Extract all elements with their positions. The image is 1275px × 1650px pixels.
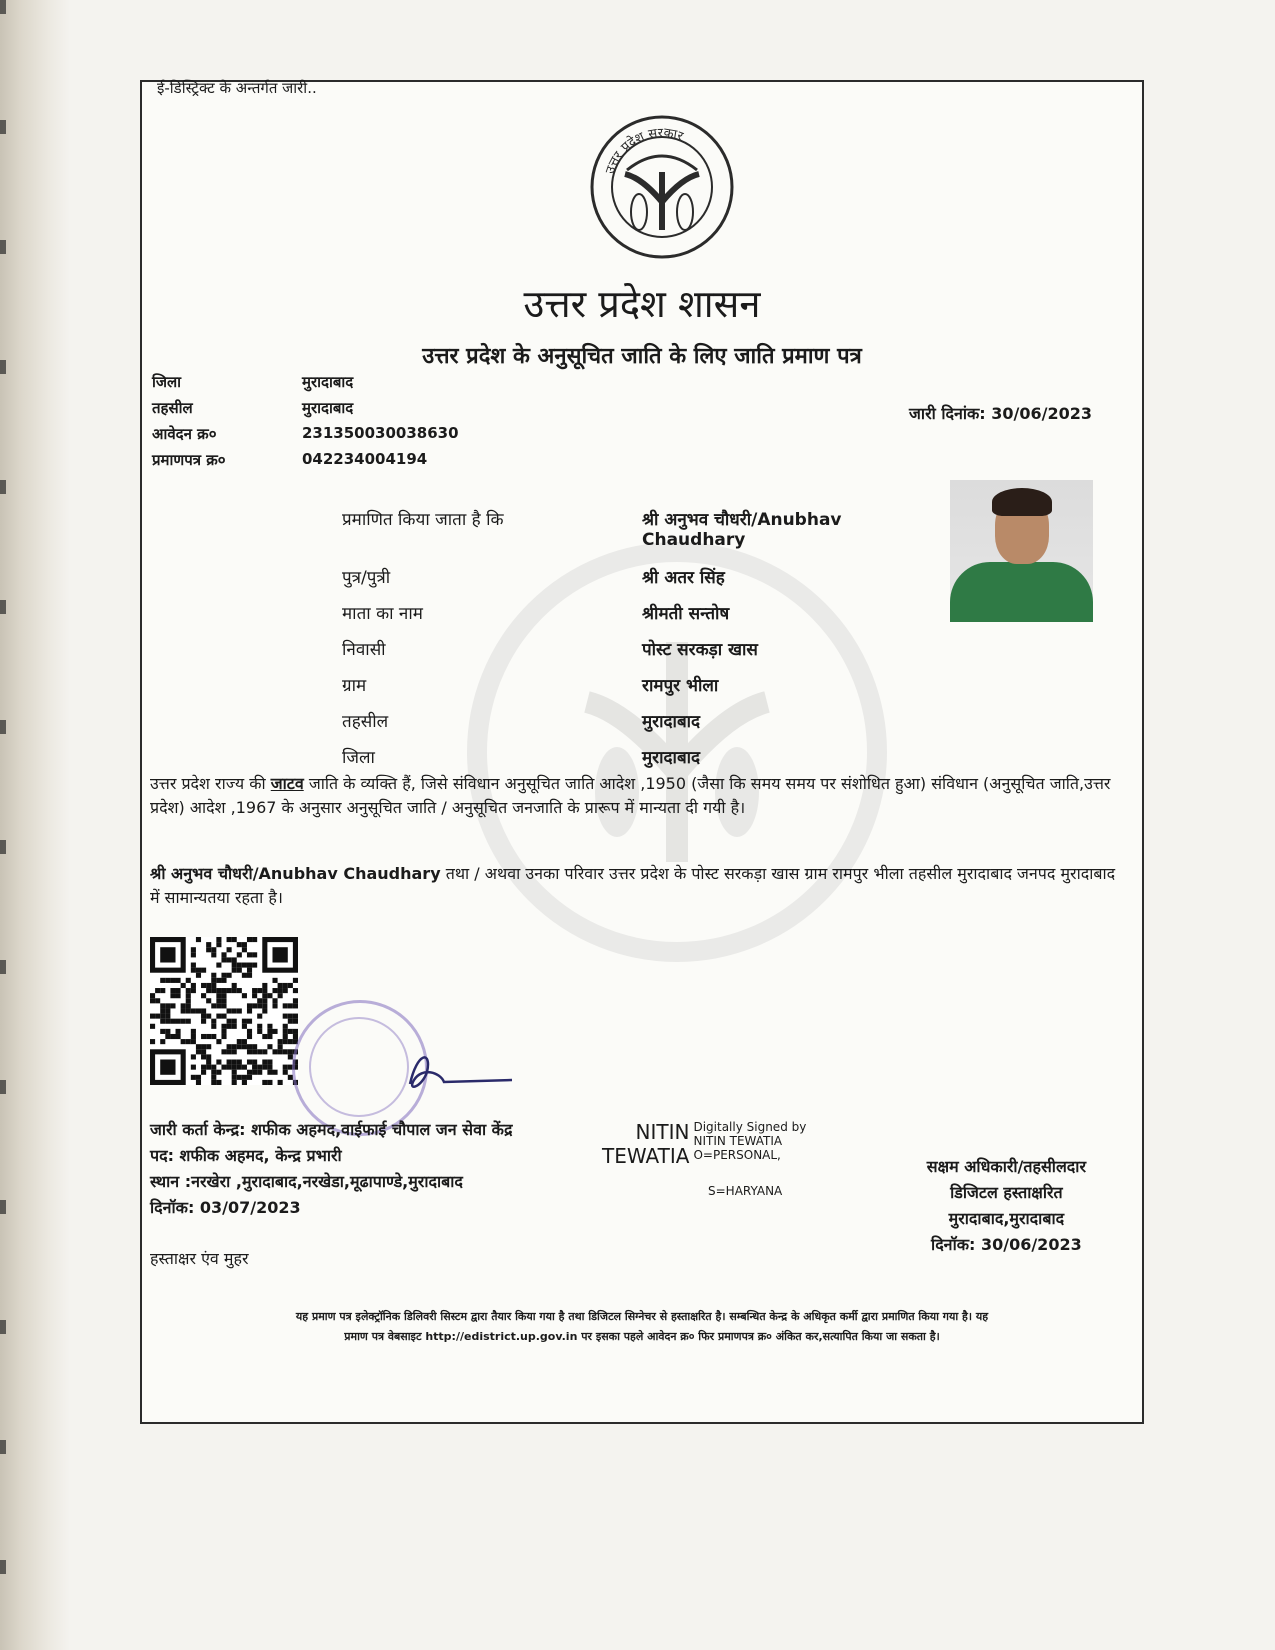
detail-label: ग्राम — [342, 676, 367, 696]
residence-statement-name: श्री अनुभव चौधरी/Anubhav Chaudhary — [150, 864, 441, 883]
certificate-meta — [152, 372, 562, 476]
tehsil-value: मुरादाबाद — [302, 399, 354, 417]
footer-line: प्रमाण पत्र वेबसाइट http://edistrict.up.gov.in पर इसका पहले आवेदन क्र० फिर प्रमाणपत्र क्र० अंकित कर,सत्यापित किया जा सकता है। — [344, 1330, 940, 1343]
application-label: आवेदन क्र० — [152, 425, 217, 443]
digital-signature-block — [602, 1120, 806, 1168]
certificate-number: 042234004194 — [302, 450, 428, 468]
certificate-sheet — [140, 80, 1144, 1424]
detail-label: पुत्र/पुत्री — [342, 568, 391, 588]
detail-row — [342, 507, 902, 565]
issuer-post: पद: शफीक अहमद, केन्द्र प्रभारी — [150, 1146, 342, 1165]
tehsil-label: तहसील — [152, 399, 193, 417]
photo-hair — [992, 488, 1052, 516]
detail-label: तहसील — [342, 712, 389, 732]
residence-statement — [150, 862, 1125, 910]
officer-place: मुरादाबाद,मुरादाबाद — [948, 1209, 1065, 1228]
handwritten-signature — [392, 1042, 522, 1102]
scan-shadow-edge — [0, 0, 70, 1650]
certificate-label: प्रमाणपत्र क्र० — [152, 451, 226, 469]
applicant-name: श्री अनुभव चौधरी/Anubhav Chaudhary — [642, 510, 842, 550]
meta-row-district — [152, 372, 562, 398]
competent-officer-block — [927, 1154, 1086, 1258]
document-title: उत्तर प्रदेश शासन — [523, 282, 761, 326]
up-government-emblem — [587, 112, 737, 262]
document-subtitle: उत्तर प्रदेश के अनुसूचित जाति के लिए जाति प्रमाण पत्र — [422, 344, 862, 369]
issuing-center-info — [150, 1117, 512, 1221]
detail-label: निवासी — [342, 640, 386, 660]
detail-row — [342, 673, 902, 709]
svg-text:उत्तर प्रदेश सरकार: उत्तर प्रदेश सरकार — [603, 125, 686, 176]
district-value: मुरादाबाद — [302, 373, 354, 391]
sign-and-seal-label: हस्ताक्षर एंव मुहर — [150, 1249, 249, 1268]
tehsil-detail: मुरादाबाद — [642, 712, 701, 732]
issue-date-label: जारी दिनांक: — [909, 404, 986, 423]
mother-name: श्रीमती सन्तोष — [642, 604, 730, 624]
issued-under-note: ई-डिस्ट्रिक्ट के अन्तर्गत जारी.. — [157, 79, 317, 97]
caste-name: जाटव — [270, 774, 304, 793]
issuing-center: जारी कर्ता केन्द्र: शफीक अहमद,वाईफाई चौपाल जन सेवा केंद्र — [150, 1120, 513, 1139]
verification-qr-code — [150, 937, 298, 1085]
village: रामपुर भीला — [642, 676, 719, 696]
detail-label: माता का नाम — [342, 604, 423, 624]
signature-detail-line: O=PERSONAL, — [693, 1148, 781, 1162]
detail-label: जिला — [342, 748, 375, 768]
signature-state: S=HARYANA — [708, 1184, 783, 1198]
issue-date-value: 30/06/2023 — [991, 404, 1092, 423]
issue-date — [909, 402, 1092, 424]
signature-detail-line: Digitally Signed by — [693, 1120, 807, 1134]
signer-name-line1: NITIN — [635, 1120, 690, 1144]
applicant-details — [342, 507, 902, 781]
residence: पोस्ट सरकड़ा खास — [642, 640, 758, 660]
issuer-place: स्थान :नरखेरा ,मुरादाबाद,नरखेडा,मूढापाण्डे,मुरादाबाद — [150, 1172, 463, 1191]
meta-row-application — [152, 424, 562, 450]
father-name: श्री अतर सिंह — [642, 568, 725, 588]
verification-footer — [142, 1307, 1142, 1347]
officer-digitally-signed: डिजिटल हस्ताक्षरित — [950, 1183, 1063, 1202]
signer-name — [602, 1120, 689, 1168]
footer-line: यह प्रमाण पत्र इलेक्ट्रॉनिक डिलिवरी सिस्टम द्वारा तैयार किया गया है तथा डिजिटल सिग्नेचर से हस्ताक्षरित है। सम्बन्धित केन्द्र के अधिकृत कर्मी द्वारा प्रमाणित किया गया है। यह — [295, 1310, 989, 1323]
detail-row — [342, 709, 902, 745]
meta-row-tehsil — [152, 398, 562, 424]
officer-date: दिनॉक: 30/06/2023 — [931, 1235, 1082, 1254]
detail-row — [342, 637, 902, 673]
caste-statement-prefix: उत्तर प्रदेश राज्य की — [150, 774, 271, 793]
district-detail: मुरादाबाद — [642, 748, 701, 768]
detail-row — [342, 601, 902, 637]
district-label: जिला — [152, 373, 182, 391]
detail-row — [342, 565, 902, 601]
issuer-date: दिनॉक: 03/07/2023 — [150, 1198, 301, 1217]
photo-shirt — [950, 562, 1093, 622]
caste-statement-rest: जाति के व्यक्ति हैं, जिसे संविधान अनुसूचित जाति आदेश ,1950 (जैसा कि समय समय पर संशोधित हुआ) संविधान (अनुसूचित जाति,उत्तर प्रदेश) आदेश ,1967 के अनुसार अनुसूचित जाति / अनुसूचित जनजाति के प्रारूप में मान्यता दी गयी है। — [150, 774, 1111, 817]
meta-row-certificate — [152, 450, 562, 476]
caste-statement — [150, 772, 1125, 820]
applicant-photo — [950, 480, 1093, 622]
signature-detail-line: NITIN TEWATIA — [693, 1134, 783, 1148]
residence-statement-rest: तथा / अथवा उनका परिवार उत्तर प्रदेश के पोस्ट सरकड़ा खास ग्राम रामपुर भीला तहसील मुरादाबाद जनपद मुरादाबाद में सामान्यतया रहता है। — [150, 864, 1116, 907]
signature-details — [693, 1120, 806, 1162]
officer-title: सक्षम अधिकारी/तहसीलदार — [926, 1157, 1086, 1176]
detail-label: प्रमाणित किया जाता है कि — [342, 510, 504, 530]
signer-name-line2: TEWATIA — [602, 1144, 690, 1168]
application-number: 231350030038630 — [302, 424, 459, 442]
